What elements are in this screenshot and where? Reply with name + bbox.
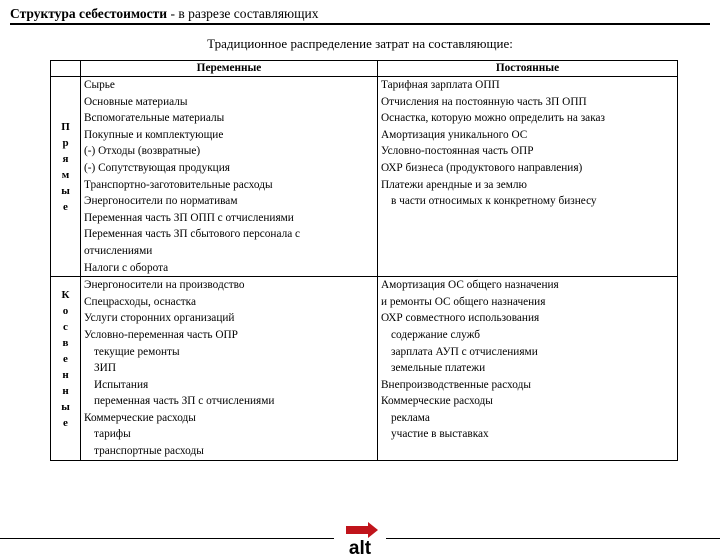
- cost-item: содержание служб: [391, 328, 481, 341]
- table-header-row: [51, 61, 678, 77]
- side-letter: с: [63, 321, 68, 334]
- cost-item: Транспортно-заготовительные расходы: [84, 178, 273, 191]
- header-divider: [10, 23, 710, 25]
- side-letter: р: [62, 137, 69, 149]
- side-letter: ы: [61, 401, 70, 414]
- slide-title-rest: - в разрезе составляющих: [167, 6, 319, 21]
- side-letter: е: [63, 353, 68, 366]
- cost-item: ОХР совместного использования: [381, 312, 540, 325]
- side-letter: П: [61, 121, 70, 133]
- side-letter: К: [61, 289, 70, 302]
- footer-divider-right: [386, 538, 720, 539]
- cost-structure-table: [50, 60, 678, 461]
- logo-arrow-icon: [346, 522, 378, 538]
- cost-item: Амортизация уникального ОС: [381, 128, 528, 141]
- cost-item: ОХР бизнеса (продуктового направления): [381, 161, 583, 174]
- table-row: [51, 77, 678, 277]
- side-letter: е: [63, 201, 68, 213]
- variable-costs-cell: [81, 77, 378, 277]
- cost-item: Коммерческие расходы: [84, 411, 196, 424]
- side-letter: м: [61, 169, 70, 181]
- slide-title-bold: Структура себестоимости: [10, 6, 168, 21]
- alt-logo: [338, 522, 382, 555]
- cost-item: участие в выставках: [391, 428, 489, 441]
- cost-item: Вспомогательные материалы: [84, 112, 225, 125]
- column-header-variable: Переменные: [81, 61, 378, 77]
- side-letter: е: [63, 417, 68, 430]
- cost-item: Переменная часть ЗП сбытового персонала с: [84, 228, 301, 241]
- cost-item: Амортизация ОС общего назначения: [381, 279, 559, 292]
- row-side-label: [51, 277, 81, 461]
- cost-item: в части относимых к конкретному бизнесу: [391, 195, 597, 208]
- cost-item: зарплата АУП с отчислениями: [391, 345, 538, 358]
- cost-item: Отчисления на постоянную часть ЗП ОПП: [381, 95, 587, 108]
- cost-item: Энергоносители на производство: [84, 279, 245, 292]
- cost-item: Услуги сторонних организаций: [84, 312, 235, 325]
- cost-item: тарифы: [94, 428, 131, 441]
- cost-item: Спецрасходы, оснастка: [84, 295, 196, 308]
- cost-item: Испытания: [94, 378, 149, 391]
- slide-title: [10, 6, 710, 22]
- side-letter: я: [62, 153, 69, 165]
- column-header-fixed: Постоянные: [378, 61, 678, 77]
- cost-item: Налоги с оборота: [84, 261, 169, 274]
- cost-item: Энергоносители по нормативам: [84, 195, 238, 208]
- cost-item: земельные платежи: [391, 362, 486, 375]
- cost-item: Оснастка, которую можно определить на заказ: [381, 112, 605, 125]
- table-row: [51, 277, 678, 461]
- logo-text: alt: [348, 538, 372, 555]
- cost-item: текущие ремонты: [94, 345, 180, 358]
- corner-cell: [51, 61, 81, 77]
- side-letter: ы: [61, 185, 70, 197]
- cost-item: ЗИП: [94, 362, 116, 375]
- cost-item: Внепроизводственные расходы: [381, 378, 531, 391]
- cost-item: Переменная часть ЗП ОПП с отчислениями: [84, 211, 294, 224]
- cost-item: и ремонты ОС общего назначения: [381, 295, 546, 308]
- cost-item: Условно-постоянная часть ОПР: [381, 145, 534, 158]
- side-letter: н: [62, 385, 69, 398]
- fixed-costs-cell: [378, 77, 678, 277]
- table-body: [51, 77, 678, 461]
- cost-item: Тарифная зарплата ОПП: [381, 79, 500, 91]
- cost-item: Платежи арендные и за землю: [381, 178, 527, 191]
- subtitle: Традиционное распределение затрат на составляющие:: [207, 36, 513, 51]
- fixed-costs-cell: [378, 277, 678, 461]
- cost-item: Коммерческие расходы: [381, 395, 493, 408]
- cost-item: транспортные расходы: [94, 445, 204, 458]
- cost-item: (-) Сопутствующая продукция: [84, 161, 230, 174]
- cost-item: Покупные и комплектующие: [84, 128, 224, 141]
- side-letter: о: [62, 305, 69, 318]
- cost-item: (-) Отходы (возвратные): [84, 145, 201, 158]
- cost-item: переменная часть ЗП с отчислениями: [94, 395, 275, 408]
- side-letter: в: [62, 337, 69, 350]
- row-side-label: [51, 77, 81, 277]
- side-letter: н: [62, 369, 69, 382]
- cost-item: Условно-переменная часть ОПР: [84, 328, 238, 341]
- variable-costs-cell: [81, 277, 378, 461]
- cost-item: отчислениями: [84, 244, 153, 257]
- cost-item: Основные материалы: [84, 95, 188, 108]
- cost-item: Сырье: [84, 79, 115, 91]
- footer-divider-left: [0, 538, 334, 539]
- cost-item: реклама: [391, 411, 430, 424]
